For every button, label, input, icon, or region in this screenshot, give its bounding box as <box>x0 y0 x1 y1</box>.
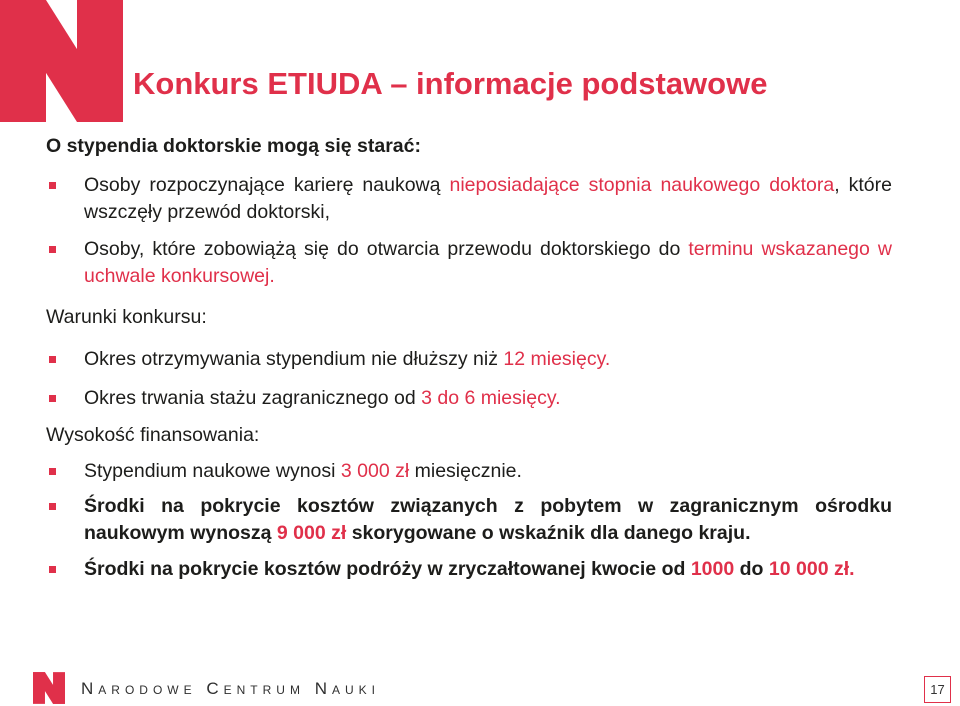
page-number: 17 <box>924 676 951 703</box>
list-item: Okres trwania stażu zagranicznego od 3 do 6 miesięcy. <box>46 385 892 412</box>
bullet-square-icon <box>49 246 56 253</box>
organization-name: NARODOWE CENTRUM NAUKI <box>81 679 380 698</box>
section-heading-funding: Wysokość finansowania: <box>46 424 260 446</box>
section-heading-conditions: Warunki konkursu: <box>46 306 207 328</box>
list-item: Osoby rozpoczynające karierę naukową nieposiadające stopnia naukowego doktora, które wszczęły przewód doktorski, <box>46 172 892 226</box>
list-item: Środki na pokrycie kosztów związanych z pobytem w zagranicznym ośrodku naukowym wynoszą 9 000 zł skorygowane o wskaźnik dla danego kraju. <box>46 493 892 547</box>
section-heading-eligibility: O stypendia doktorskie mogą się starać: <box>46 135 421 157</box>
slide-content <box>46 133 892 583</box>
bullet-square-icon <box>49 395 56 402</box>
list-item: Okres otrzymywania stypendium nie dłuższy niż 12 miesięcy. <box>46 346 892 373</box>
bullet-square-icon <box>49 503 56 510</box>
bullet-square-icon <box>49 468 56 475</box>
list-item: Osoby, które zobowiążą się do otwarcia przewodu doktorskiego do terminu wskazanego w uchwale konkursowej. <box>46 236 892 290</box>
list-item: Stypendium naukowe wynosi 3 000 zł miesięcznie. <box>46 458 892 485</box>
bullet-square-icon <box>49 566 56 573</box>
list-item: Środki na pokrycie kosztów podróży w zryczałtowanej kwocie od 1000 do 10 000 zł. <box>46 556 892 583</box>
bullet-square-icon <box>49 356 56 363</box>
ncn-footer-logo-icon <box>33 672 65 704</box>
page-title: Konkurs ETIUDA – informacje podstawowe <box>133 66 768 101</box>
ncn-logo-icon <box>0 0 123 122</box>
bullet-square-icon <box>49 182 56 189</box>
